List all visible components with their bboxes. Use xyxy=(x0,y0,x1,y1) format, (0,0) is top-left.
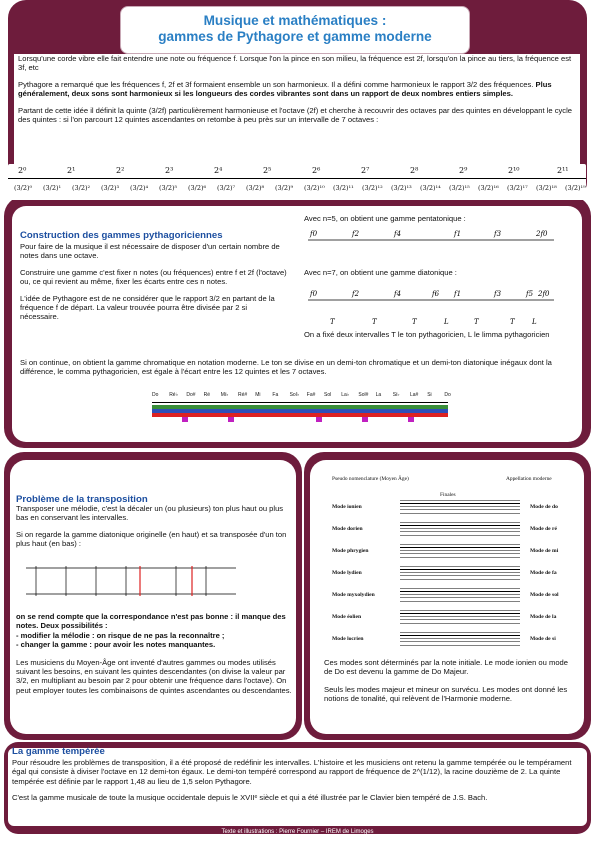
transposition-diagram xyxy=(16,556,256,606)
quinte-label: (3/2)¹³ xyxy=(391,184,412,192)
mode-modern: Mode de sol xyxy=(530,592,559,598)
octave-label: 2⁸ xyxy=(410,166,419,175)
interval-label: L xyxy=(444,318,449,326)
quinte-label: (3/2)⁵ xyxy=(159,184,178,192)
keyboard-note: Mi xyxy=(255,392,261,398)
construction-p2: Construire une gamme c'est fixer n notes (ou fréquences) entre f et 2f (l'octave) ou, ce qui revient au même, fixer les écarts entre ces n notes. xyxy=(20,267,287,287)
construction-p1: Pour faire de la musique il est nécessaire de disposer d'un certain nombre de notes dans une octave. xyxy=(20,242,280,261)
keyboard-note: La# xyxy=(410,392,419,398)
modes-head-left: Pseudo nomenclature (Moyen Âge) xyxy=(332,476,409,482)
quinte-label: (3/2)⁴ xyxy=(130,184,149,192)
mode-modern: Mode de do xyxy=(530,504,558,510)
octave-label: 2⁶ xyxy=(312,166,321,175)
mode-modern: Mode de mi xyxy=(530,548,559,554)
keyboard-note: Si xyxy=(427,392,432,398)
construction-p3: L'idée de Pythagore est de ne considérer que le rapport 3/2 en partant de la fréquence f de départ. La valeur trouvée pourra être divisée par 2 si nécessaire. xyxy=(20,293,275,322)
scale-note: f1 xyxy=(454,290,462,298)
transposition-panel xyxy=(10,460,296,734)
octave-label: 2⁹ xyxy=(459,166,468,175)
mode-name: Mode locrien xyxy=(332,636,364,642)
octave-label: 2¹ xyxy=(67,166,76,175)
intro-p3: Partant de cette idée il définit la quinte (3/2f) particulièrement harmonieuse et l'octave (2f) et cherche à recouvrir des octaves par des quintes en développant le cycle des quintes : si l'on parcourt 12 quintes ascendantes on retombe à peu près sur un intervalle de 7 octaves : xyxy=(18,105,572,125)
modes-p2: Seuls les modes majeur et mineur on survécu. Les modes ont donné les notions de tonalité, qui relèvent de l'Harmonie moderne. xyxy=(324,684,568,704)
intro-panel xyxy=(14,54,586,196)
chromatic-body: Si on continue, on obtient la gamme chromatique en notation moderne. Le ton se divise en un demi-ton chromatique et un demi-ton diatonique inégaux dont la différence, le comma pythagoricien, est égale à l'écart entre les 12 quintes et les 7 octaves. xyxy=(20,358,552,377)
mode-staff xyxy=(400,566,520,580)
penta-label: Avec n=5, on obtient une gamme pentatonique : xyxy=(304,214,466,223)
mode-staff xyxy=(400,610,520,624)
octave-label: 2⁵ xyxy=(263,166,272,175)
mode-row xyxy=(330,542,570,560)
mode-name: Mode myxolydien xyxy=(332,592,375,598)
quinte-label: (3/2)² xyxy=(72,184,91,192)
intervals-note: On a fixé deux intervalles T le ton pythagoricien, L le limma pythagoricien xyxy=(304,330,550,339)
mode-name: Mode dorien xyxy=(332,526,363,532)
quinte-label: (3/2)¹⁵ xyxy=(449,184,470,192)
keyboard-note: Fa xyxy=(272,392,279,398)
quinte-label: (3/2)¹² xyxy=(362,184,383,192)
mode-name: Mode phrygien xyxy=(332,548,369,554)
mode-staff xyxy=(400,588,520,602)
keyboard-note: Sol# xyxy=(358,392,369,398)
interval-label: T xyxy=(510,318,515,326)
footer: Texte et illustrations : Pierre Fournier – IREM de Limoges xyxy=(221,829,374,835)
quinte-label: (3/2)⁸ xyxy=(246,184,265,192)
mode-name: Mode lydien xyxy=(332,570,362,576)
keyboard-note: Ré♭ xyxy=(169,392,178,398)
tempere-heading: La gamme tempérée xyxy=(12,746,105,757)
keyboard-note: Ré# xyxy=(238,392,248,398)
mode-row xyxy=(330,608,570,626)
diato-diagram xyxy=(304,280,566,330)
quinte-label: (3/2)¹⁴ xyxy=(420,184,441,192)
mode-row xyxy=(330,564,570,582)
transposition-p3: on se rend compte que la correspondance n'est pas bonne : il manque des notes. Deux possibilités : xyxy=(16,612,286,631)
mode-staff xyxy=(400,522,520,536)
page-title-line2: gammes de Pythagore et gamme moderne xyxy=(158,29,432,44)
quinte-label: (3/2)¹⁹ xyxy=(565,184,586,192)
page-title-line1: Musique et mathématiques : xyxy=(203,13,387,28)
penta-diagram xyxy=(304,226,566,266)
modes-finales: Finales xyxy=(440,492,456,498)
mode-row xyxy=(330,586,570,604)
keyboard-note: Si♭ xyxy=(392,392,400,398)
mode-row xyxy=(330,520,570,538)
scale-note: f4 xyxy=(394,290,402,298)
quinte-label: (3/2)¹¹ xyxy=(333,184,354,192)
mode-modern: Mode de fa xyxy=(530,570,557,576)
quinte-label: (3/2)¹⁸ xyxy=(536,184,557,192)
mode-row xyxy=(330,630,570,648)
octave-label: 2⁰ xyxy=(18,166,27,175)
mode-row xyxy=(330,498,570,516)
keyboard-note: La♭ xyxy=(341,392,350,398)
tempere-p2: C'est la gamme musicale de toute la musique occidentale depuis le XVIIᵉ siècle et qui a été illustrée par le Clavier bien tempéré de J.S. Bach. xyxy=(12,793,488,803)
mode-name: Mode éolien xyxy=(332,614,362,620)
quinte-label: (3/2)¹⁷ xyxy=(507,184,528,192)
transposition-opt2: - changer la gamme : pour avoir les notes manquantes. xyxy=(16,640,216,650)
interval-label: T xyxy=(412,318,417,326)
intro-p2b: Plus généralement, deux sons sont harmonieux si les longueurs des cordes vibrantes sont dans un rapport de deux nombres entiers simples. xyxy=(18,79,552,99)
modes-table xyxy=(330,498,574,654)
quinte-label: (3/2)⁷ xyxy=(217,184,236,192)
octave-label: 2⁴ xyxy=(214,166,223,175)
scale-note: f4 xyxy=(394,230,402,238)
scale-note: f3 xyxy=(494,230,502,238)
scale-note: 2f0 xyxy=(536,230,548,238)
mode-modern: Mode de si xyxy=(530,636,556,642)
modes-panel xyxy=(310,460,584,734)
quinte-label: (3/2)⁶ xyxy=(188,184,207,192)
keyboard-note: La xyxy=(375,392,382,398)
scale-note: f3 xyxy=(494,290,502,298)
keyboard-note: Do xyxy=(444,392,451,398)
tempere-panel xyxy=(8,748,587,826)
octave-label: 2¹⁰ xyxy=(508,166,520,175)
interval-label: T xyxy=(474,318,479,326)
transposition-heading: Problème de la transposition xyxy=(16,494,148,505)
transposition-opt1: - modifier la mélodie : on risque de ne pas la reconnaître ; xyxy=(16,630,225,640)
cycle-strip xyxy=(8,164,586,200)
modes-p1: Ces modes sont déterminés par la note initiale. Le mode ionien ou mode de Do est devenu la gamme de Do Majeur. xyxy=(324,658,568,677)
mode-staff xyxy=(400,544,520,558)
keyboard-note: Fa# xyxy=(306,392,316,398)
scale-note: f6 xyxy=(432,290,440,298)
quinte-label: (3/2)³ xyxy=(101,184,120,192)
keyboard-note: Sol xyxy=(324,392,332,398)
mode-modern: Mode de ré xyxy=(530,526,558,532)
interval-label: L xyxy=(532,318,537,326)
mode-modern: Mode de la xyxy=(530,614,557,620)
scale-note: f0 xyxy=(310,290,318,298)
title-box xyxy=(120,6,470,54)
mode-staff xyxy=(400,500,520,514)
quinte-label: (3/2)¹⁶ xyxy=(478,184,499,192)
scale-note: f2 xyxy=(352,230,360,238)
octave-label: 2¹¹ xyxy=(557,166,569,175)
intro-p1: Lorsqu'une corde vibre elle fait entendre une note ou fréquence f. Lorsque l'on la pince en son milieu, la fréquence est 2f, lorsqu'on la pince au tiers, la fréquence est 3f, etc xyxy=(18,54,572,73)
scale-note: f1 xyxy=(454,230,462,238)
modes-head-right: Appellation moderne xyxy=(506,476,552,482)
quinte-label: (3/2)⁰ xyxy=(14,184,33,192)
chromatic-keyboard xyxy=(152,392,462,432)
scale-note: f2 xyxy=(352,290,360,298)
interval-label: T xyxy=(372,318,377,326)
tempere-p1: Pour résoudre les problèmes de transposition, il a été proposé de redéfinir les intervalles. L'histoire et les musiciens ont retenu la gamme tempérée ou le tempérament égal qui consiste à diviser l'octave en 12 demi-ton égaux. Le demi-ton tempéré correspond au rapport de fréquence de 2^(1/12), la racine douzième de 2. La quinte tempérée est définie par le rapport 1,48 au lieu de 1,5 selon Pythagore. xyxy=(12,758,572,786)
construction-heading: Construction des gammes pythagoriciennes xyxy=(20,230,223,241)
scale-note: 2f0 xyxy=(538,290,550,298)
quinte-label: (3/2)¹⁰ xyxy=(304,184,325,192)
keyboard-note: Do# xyxy=(186,392,196,398)
transposition-p4: Les musiciens du Moyen-Âge ont inventé d'autres gammes ou modes utilisés suivant les besoins, en suivant les quintes descendantes (on divise la valeur par 3/2, en multipliant au besoin par 2 pour obtenir une fréquence dans l'octave). On peut employer toutes les combinaisons de quintes ascendantes ou descendantes. xyxy=(16,657,292,695)
intro-p2a: Pythagore a remarqué que les fréquences f, 2f et 3f formaient ensemble un son harmonieux. Il a défini comme harmonieux le rapport 3/2 des fréquences. xyxy=(18,79,534,89)
octave-label: 2³ xyxy=(165,166,174,175)
scale-note: f0 xyxy=(310,230,318,238)
keyboard-note: Do xyxy=(152,392,159,398)
chromatic-text xyxy=(20,358,574,377)
quinte-label: (3/2)¹ xyxy=(43,184,62,192)
construction-panel xyxy=(12,206,582,442)
interval-label: T xyxy=(330,318,335,326)
mode-name: Mode ionien xyxy=(332,504,362,510)
quinte-label: (3/2)⁹ xyxy=(275,184,294,192)
keyboard-note: Sol♭ xyxy=(289,392,300,398)
transposition-p1: Transposer une mélodie, c'est la décaler un (ou plusieurs) ton plus haut ou plus bas en conservant les intervalles. xyxy=(16,504,284,523)
mode-staff xyxy=(400,632,520,646)
keyboard-note: Ré xyxy=(203,392,210,398)
octave-label: 2⁷ xyxy=(361,166,370,175)
octave-label: 2² xyxy=(116,166,125,175)
transposition-p2: Si on regarde la gamme diatonique originelle (en haut) et sa transposée d'un ton plus haut (en bas) : xyxy=(16,529,287,549)
keyboard-note: Mi♭ xyxy=(220,392,229,398)
scale-note: f5 xyxy=(526,290,534,298)
diato-label: Avec n=7, on obtient une gamme diatonique : xyxy=(304,268,457,277)
